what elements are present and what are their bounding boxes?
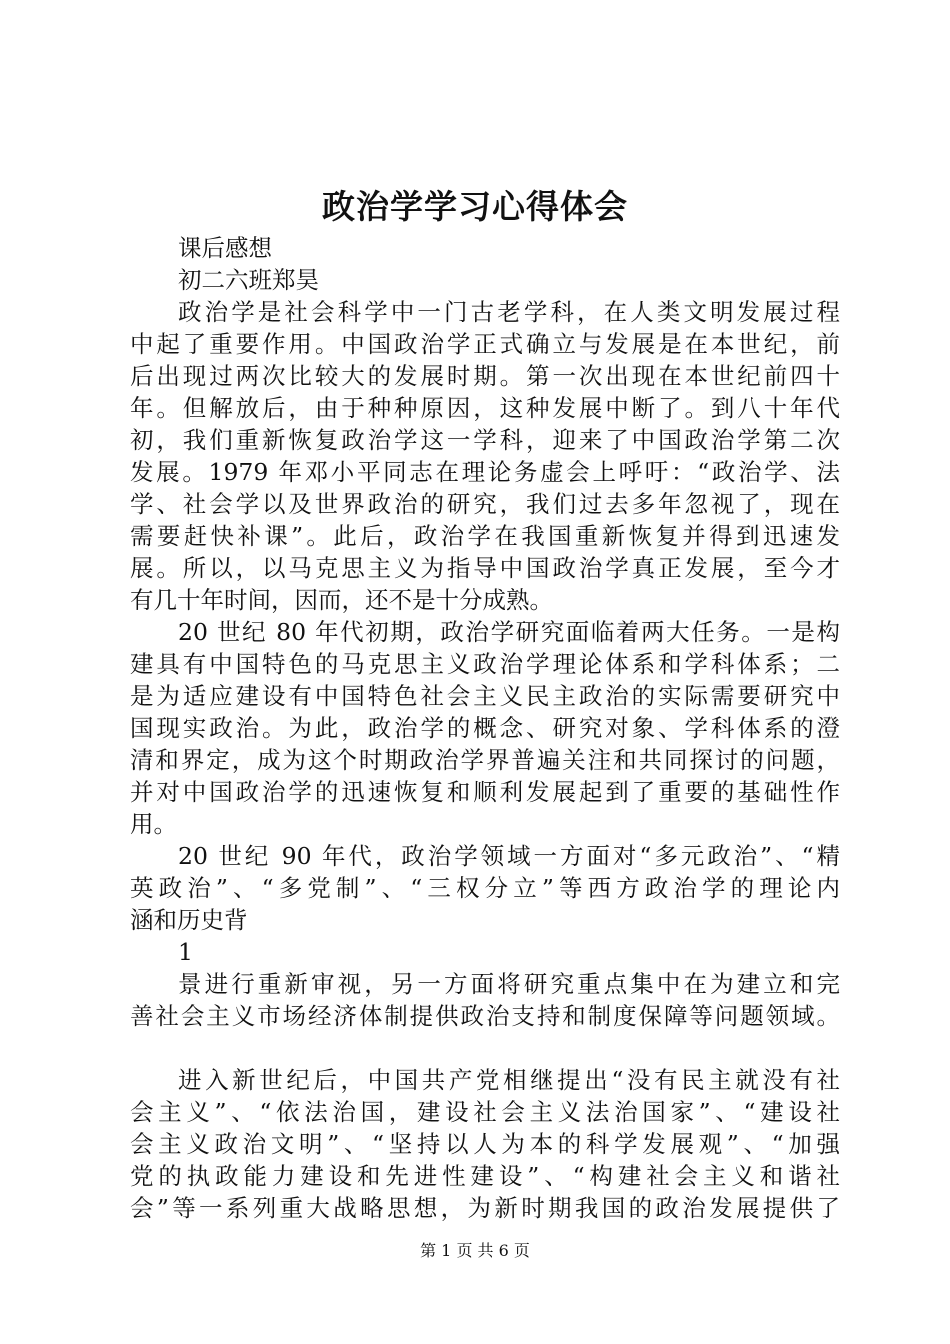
text-line: 用。 xyxy=(130,810,177,838)
text-line: 会主义”、“依法治国，建设社会主义法治国家”、“建设社 xyxy=(130,1098,840,1126)
text-line: 学、社会学以及世界政治的研究，我们过去多年忽视了，现在 xyxy=(130,490,840,518)
text-line: 会”等一系列重大战略思想，为新时期我国的政治发展提供了 xyxy=(130,1194,840,1222)
text-line: 20 世纪 80 年代初期，政治学研究面临着两大任务。一是构 xyxy=(178,618,840,646)
text-line: 国现实政治。为此，政治学的概念、研究对象、学科体系的澄 xyxy=(130,714,840,742)
text-line: 进入新世纪后，中国共产党相继提出“没有民主就没有社 xyxy=(178,1066,840,1094)
text-line: 初，我们重新恢复政治学这一学科，迎来了中国政治学第二次 xyxy=(130,426,840,454)
text-line: 涵和历史背 xyxy=(130,906,248,934)
text-line: 是为适应建设有中国特色社会主义民主政治的实际需要研究中 xyxy=(130,682,840,710)
text-line: 有几十年时间，因而，还不是十分成熟。 xyxy=(130,586,553,614)
text-line: 党的执政能力建设和先进性建设”、“构建社会主义和谐社 xyxy=(130,1162,840,1190)
text-line: 中起了重要作用。中国政治学正式确立与发展是在本世纪，前 xyxy=(130,330,840,358)
text-line: 并对中国政治学的迅速恢复和顺利发展起到了重要的基础性作 xyxy=(130,778,840,806)
text-line: 景进行重新审视，另一方面将研究重点集中在为建立和完 xyxy=(178,970,840,998)
text-line: 建具有中国特色的马克思主义政治学理论体系和学科体系；二 xyxy=(130,650,840,678)
text-line: 后出现过两次比较大的发展时期。第一次出现在本世纪前四十 xyxy=(130,362,840,390)
text-line: 清和界定，成为这个时期政治学界普遍关注和共同探讨的问题， xyxy=(130,746,840,774)
page-footer: 第 1 页 共 6 页 xyxy=(420,1241,530,1260)
text-line: 年。但解放后，由于种种原因，这种发展中断了。到八十年代 xyxy=(130,394,840,422)
text-line: 政治学是社会科学中一门古老学科，在人类文明发展过程 xyxy=(178,298,840,326)
text-line: 英政治”、“多党制”、“三权分立”等西方政治学的理论内 xyxy=(130,874,840,902)
inline-page-number: 1 xyxy=(178,938,193,966)
subtitle: 课后感想 xyxy=(178,234,272,262)
text-line: 发展。1979 年邓小平同志在理论务虚会上呼吁：“政治学、法 xyxy=(130,458,840,486)
author-line: 初二六班郑昊 xyxy=(178,266,319,294)
text-line: 需要赶快补课”。此后，政治学在我国重新恢复并得到迅速发 xyxy=(130,522,840,550)
page-title: 政治学学习心得体会 xyxy=(322,187,628,226)
text-line: 会主义政治文明”、“坚持以人为本的科学发展观”、“加强 xyxy=(130,1130,840,1158)
text-line: 展。所以，以马克思主义为指导中国政治学真正发展，至今才 xyxy=(130,554,840,582)
text-line: 善社会主义市场经济体制提供政治支持和制度保障等问题领域。 xyxy=(130,1002,840,1030)
text-line: 20 世纪 90 年代，政治学领域一方面对“多元政治”、“精 xyxy=(178,842,840,870)
